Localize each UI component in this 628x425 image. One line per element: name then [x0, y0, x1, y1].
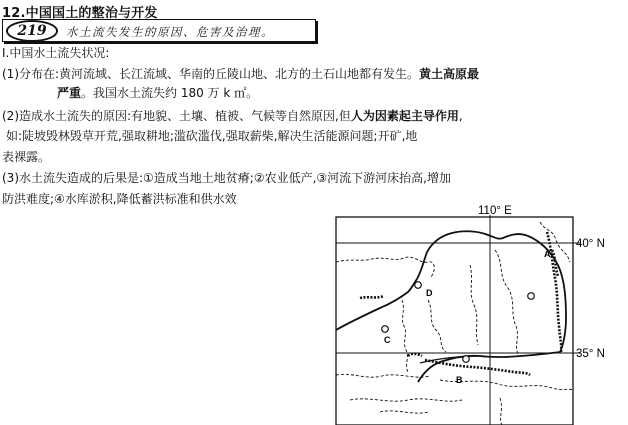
erosion-zone-west — [360, 296, 384, 298]
p2-text-end: , — [458, 109, 463, 123]
map-frame — [336, 217, 573, 425]
topic-number-badge: 219 — [6, 20, 58, 42]
city-point-3 — [463, 356, 470, 363]
point-c-label: C — [384, 335, 391, 345]
paragraph-3-line-2: 防洪难度;④水库淤积,降低蓄洪标准和供水效 — [2, 192, 237, 206]
p1-emphasis-end: 严重 — [57, 86, 82, 100]
p2-text: (2)造成水土流失的原因:有地貌、土壤、植被、气候等自然原因,但 — [2, 109, 351, 123]
lat-35n-label: 35° N — [576, 348, 605, 360]
lon-110e-label: 110° E — [478, 205, 512, 217]
erosion-zone-small — [408, 354, 422, 356]
lat-40n-label: 40° N — [576, 238, 605, 250]
p1-emphasis: 黄土高原最 — [419, 67, 480, 81]
point-a-label: A — [544, 249, 551, 259]
p2-emphasis: 人为因素起主导作用 — [350, 109, 459, 123]
p1-text-end: 。我国水土流失约 180 万 k ㎡。 — [81, 86, 259, 100]
page-title: 12.中国国土的整治与开发 — [2, 6, 158, 21]
point-b-label: B — [456, 375, 463, 385]
paragraph-2-line-3: 表裸露。 — [2, 150, 51, 164]
paragraph-3-line-1: (3)水土流失造成的后果是:①造成当地土地贫瘠;②农业低产,③河流下游河床抬高,增加 — [2, 171, 451, 185]
erosion-zone-b — [425, 360, 530, 375]
yellow-river — [336, 231, 566, 382]
section-heading: Ⅰ.中国水土流失状况: — [2, 46, 110, 60]
point-d-label: D — [426, 288, 433, 298]
p1-text: (1)分布在:黄河流域、长江流域、华南的丘陵山地、北方的土石山地都有发生。 — [2, 67, 420, 81]
topic-subtitle: 水土流失发生的原因、危害及治理。 — [66, 25, 274, 39]
city-point-1 — [528, 293, 535, 300]
city-point-2 — [415, 282, 422, 289]
province-boundaries — [336, 222, 573, 425]
paragraph-2-line-2: 如:陡坡毁林毁草开荒,强取耕地;滥砍滥伐,强取薪柴,解决生活能源问题;开矿,地 — [6, 129, 418, 143]
city-point-4 — [382, 326, 389, 333]
